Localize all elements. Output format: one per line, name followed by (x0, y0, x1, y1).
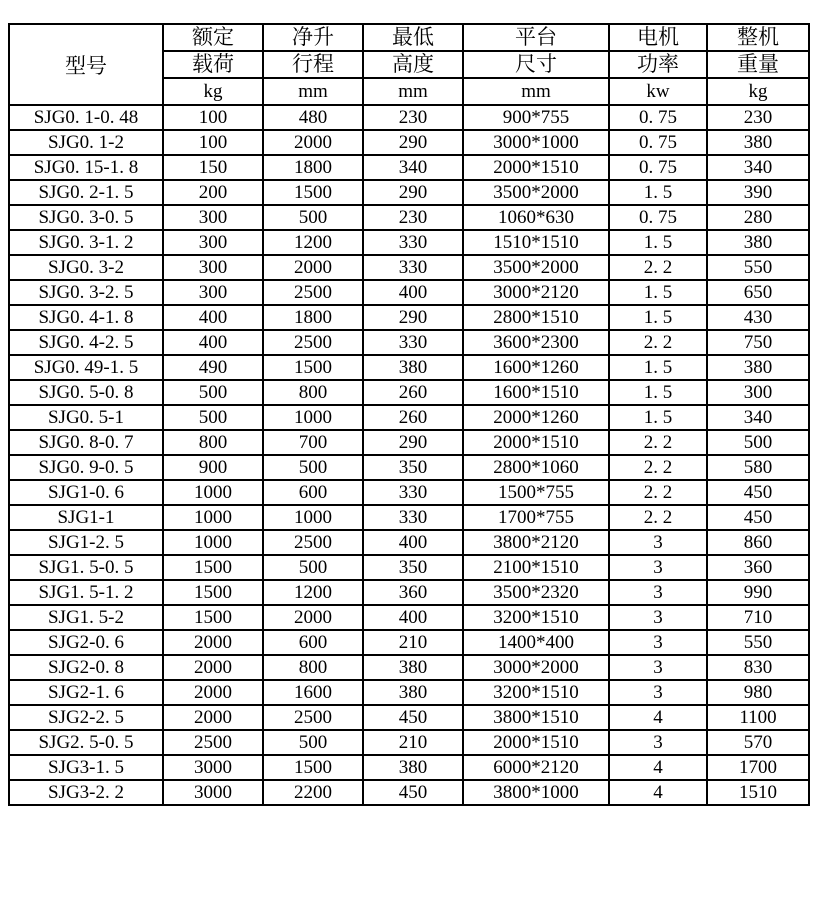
table-row (9, 280, 809, 305)
total-weight-cell: 990 (707, 580, 809, 605)
motor-power-cell: 0. 75 (609, 155, 707, 180)
motor-power-cell: 2. 2 (609, 455, 707, 480)
model-cell: SJG0. 4-2. 5 (9, 330, 163, 355)
col-header-min-height-line2: 高度 (363, 51, 463, 78)
lift-stroke-cell: 2000 (263, 605, 363, 630)
unit-rated-load: kg (163, 78, 263, 105)
rated-load-cell: 100 (163, 130, 263, 155)
model-cell: SJG0. 1-2 (9, 130, 163, 155)
motor-power-cell: 1. 5 (609, 280, 707, 305)
model-cell: SJG0. 3-2 (9, 255, 163, 280)
lift-stroke-cell: 1000 (263, 405, 363, 430)
col-header-rated-load-line1: 额定 (163, 24, 263, 51)
platform-size-cell: 2800*1060 (463, 455, 609, 480)
rated-load-cell: 300 (163, 280, 263, 305)
lift-stroke-cell: 2500 (263, 705, 363, 730)
table-row (9, 255, 809, 280)
min-height-cell: 330 (363, 480, 463, 505)
total-weight-cell: 750 (707, 330, 809, 355)
table-row (9, 755, 809, 780)
rated-load-cell: 300 (163, 230, 263, 255)
min-height-cell: 380 (363, 755, 463, 780)
lift-stroke-cell: 600 (263, 630, 363, 655)
model-cell: SJG0. 5-0. 8 (9, 380, 163, 405)
rated-load-cell: 400 (163, 330, 263, 355)
platform-size-cell: 2000*1510 (463, 730, 609, 755)
table-row (9, 580, 809, 605)
col-header-model: 型号 (9, 24, 163, 105)
table-row (9, 405, 809, 430)
min-height-cell: 330 (363, 330, 463, 355)
motor-power-cell: 3 (609, 730, 707, 755)
table-row (9, 430, 809, 455)
model-cell: SJG2-2. 5 (9, 705, 163, 730)
min-height-cell: 380 (363, 655, 463, 680)
total-weight-cell: 390 (707, 180, 809, 205)
min-height-cell: 260 (363, 405, 463, 430)
rated-load-cell: 500 (163, 405, 263, 430)
motor-power-cell: 3 (609, 530, 707, 555)
min-height-cell: 210 (363, 630, 463, 655)
lift-stroke-cell: 500 (263, 455, 363, 480)
motor-power-cell: 4 (609, 705, 707, 730)
rated-load-cell: 900 (163, 455, 263, 480)
min-height-cell: 340 (363, 155, 463, 180)
model-cell: SJG0. 2-1. 5 (9, 180, 163, 205)
min-height-cell: 330 (363, 255, 463, 280)
min-height-cell: 290 (363, 130, 463, 155)
platform-size-cell: 3800*2120 (463, 530, 609, 555)
model-cell: SJG0. 9-0. 5 (9, 455, 163, 480)
lift-stroke-cell: 2500 (263, 530, 363, 555)
total-weight-cell: 380 (707, 130, 809, 155)
motor-power-cell: 2. 2 (609, 255, 707, 280)
platform-size-cell: 3800*1510 (463, 705, 609, 730)
lift-stroke-cell: 2200 (263, 780, 363, 805)
total-weight-cell: 650 (707, 280, 809, 305)
rated-load-cell: 1000 (163, 480, 263, 505)
total-weight-cell: 1510 (707, 780, 809, 805)
table-row (9, 555, 809, 580)
platform-size-cell: 3500*2320 (463, 580, 609, 605)
rated-load-cell: 400 (163, 305, 263, 330)
rated-load-cell: 2000 (163, 655, 263, 680)
col-header-lift-stroke-line2: 行程 (263, 51, 363, 78)
platform-size-cell: 1600*1510 (463, 380, 609, 405)
motor-power-cell: 2. 2 (609, 505, 707, 530)
motor-power-cell: 2. 2 (609, 480, 707, 505)
spec-table-header (9, 24, 809, 105)
model-cell: SJG0. 3-1. 2 (9, 230, 163, 255)
model-cell: SJG3-1. 5 (9, 755, 163, 780)
min-height-cell: 350 (363, 455, 463, 480)
motor-power-cell: 0. 75 (609, 205, 707, 230)
col-header-rated-load-line2: 载荷 (163, 51, 263, 78)
rated-load-cell: 300 (163, 255, 263, 280)
model-cell: SJG0. 5-1 (9, 405, 163, 430)
lift-stroke-cell: 1500 (263, 755, 363, 780)
lift-stroke-cell: 1800 (263, 155, 363, 180)
min-height-cell: 360 (363, 580, 463, 605)
header-row-1 (9, 24, 809, 51)
lift-stroke-cell: 500 (263, 555, 363, 580)
rated-load-cell: 500 (163, 380, 263, 405)
rated-load-cell: 3000 (163, 755, 263, 780)
motor-power-cell: 3 (609, 580, 707, 605)
lift-stroke-cell: 500 (263, 730, 363, 755)
lift-stroke-cell: 1200 (263, 580, 363, 605)
rated-load-cell: 1000 (163, 530, 263, 555)
total-weight-cell: 430 (707, 305, 809, 330)
min-height-cell: 330 (363, 505, 463, 530)
platform-size-cell: 1700*755 (463, 505, 609, 530)
total-weight-cell: 230 (707, 105, 809, 130)
table-row (9, 455, 809, 480)
table-row (9, 305, 809, 330)
model-cell: SJG0. 3-0. 5 (9, 205, 163, 230)
platform-size-cell: 2000*1260 (463, 405, 609, 430)
model-cell: SJG1. 5-0. 5 (9, 555, 163, 580)
table-row (9, 355, 809, 380)
table-row (9, 705, 809, 730)
total-weight-cell: 340 (707, 155, 809, 180)
platform-size-cell: 3200*1510 (463, 605, 609, 630)
lift-stroke-cell: 2000 (263, 130, 363, 155)
min-height-cell: 290 (363, 180, 463, 205)
total-weight-cell: 570 (707, 730, 809, 755)
platform-size-cell: 3500*2000 (463, 255, 609, 280)
motor-power-cell: 4 (609, 780, 707, 805)
model-cell: SJG1. 5-2 (9, 605, 163, 630)
rated-load-cell: 1500 (163, 580, 263, 605)
table-row (9, 230, 809, 255)
lift-stroke-cell: 2500 (263, 330, 363, 355)
platform-size-cell: 3200*1510 (463, 680, 609, 705)
rated-load-cell: 1500 (163, 555, 263, 580)
lift-stroke-cell: 1600 (263, 680, 363, 705)
motor-power-cell: 1. 5 (609, 355, 707, 380)
platform-size-cell: 2100*1510 (463, 555, 609, 580)
table-row (9, 155, 809, 180)
platform-size-cell: 1400*400 (463, 630, 609, 655)
lift-stroke-cell: 500 (263, 205, 363, 230)
motor-power-cell: 2. 2 (609, 330, 707, 355)
col-header-platform-size-line2: 尺寸 (463, 51, 609, 78)
total-weight-cell: 550 (707, 255, 809, 280)
lift-stroke-cell: 480 (263, 105, 363, 130)
model-cell: SJG3-2. 2 (9, 780, 163, 805)
rated-load-cell: 2000 (163, 705, 263, 730)
motor-power-cell: 3 (609, 605, 707, 630)
lift-stroke-cell: 600 (263, 480, 363, 505)
motor-power-cell: 1. 5 (609, 305, 707, 330)
table-row (9, 105, 809, 130)
motor-power-cell: 2. 2 (609, 430, 707, 455)
motor-power-cell: 0. 75 (609, 130, 707, 155)
motor-power-cell: 4 (609, 755, 707, 780)
total-weight-cell: 1100 (707, 705, 809, 730)
lift-stroke-cell: 2000 (263, 255, 363, 280)
rated-load-cell: 200 (163, 180, 263, 205)
table-row (9, 205, 809, 230)
model-cell: SJG1-1 (9, 505, 163, 530)
motor-power-cell: 1. 5 (609, 230, 707, 255)
platform-size-cell: 1600*1260 (463, 355, 609, 380)
platform-size-cell: 3000*1000 (463, 130, 609, 155)
table-row (9, 530, 809, 555)
table-row (9, 780, 809, 805)
platform-size-cell: 3600*2300 (463, 330, 609, 355)
rated-load-cell: 2000 (163, 680, 263, 705)
col-header-motor-power-line1: 电机 (609, 24, 707, 51)
motor-power-cell: 3 (609, 630, 707, 655)
table-row (9, 330, 809, 355)
table-row (9, 630, 809, 655)
model-cell: SJG1. 5-1. 2 (9, 580, 163, 605)
unit-min-height: mm (363, 78, 463, 105)
min-height-cell: 260 (363, 380, 463, 405)
platform-size-cell: 6000*2120 (463, 755, 609, 780)
total-weight-cell: 860 (707, 530, 809, 555)
min-height-cell: 350 (363, 555, 463, 580)
motor-power-cell: 0. 75 (609, 105, 707, 130)
min-height-cell: 230 (363, 105, 463, 130)
rated-load-cell: 100 (163, 105, 263, 130)
platform-size-cell: 1060*630 (463, 205, 609, 230)
model-cell: SJG0. 4-1. 8 (9, 305, 163, 330)
model-cell: SJG0. 15-1. 8 (9, 155, 163, 180)
total-weight-cell: 710 (707, 605, 809, 630)
table-row (9, 680, 809, 705)
lift-stroke-cell: 1500 (263, 355, 363, 380)
table-row (9, 180, 809, 205)
total-weight-cell: 380 (707, 230, 809, 255)
lift-stroke-cell: 1500 (263, 180, 363, 205)
col-header-min-height-line1: 最低 (363, 24, 463, 51)
total-weight-cell: 580 (707, 455, 809, 480)
min-height-cell: 210 (363, 730, 463, 755)
lift-stroke-cell: 2500 (263, 280, 363, 305)
platform-size-cell: 3000*2000 (463, 655, 609, 680)
total-weight-cell: 980 (707, 680, 809, 705)
min-height-cell: 400 (363, 530, 463, 555)
min-height-cell: 330 (363, 230, 463, 255)
platform-size-cell: 3000*2120 (463, 280, 609, 305)
total-weight-cell: 830 (707, 655, 809, 680)
table-row (9, 605, 809, 630)
min-height-cell: 450 (363, 780, 463, 805)
model-cell: SJG0. 1-0. 48 (9, 105, 163, 130)
platform-size-cell: 1510*1510 (463, 230, 609, 255)
total-weight-cell: 450 (707, 480, 809, 505)
table-row (9, 655, 809, 680)
motor-power-cell: 1. 5 (609, 405, 707, 430)
col-header-lift-stroke-line1: 净升 (263, 24, 363, 51)
platform-size-cell: 3800*1000 (463, 780, 609, 805)
table-row (9, 480, 809, 505)
rated-load-cell: 3000 (163, 780, 263, 805)
motor-power-cell: 1. 5 (609, 380, 707, 405)
table-row (9, 730, 809, 755)
total-weight-cell: 380 (707, 355, 809, 380)
table-row (9, 505, 809, 530)
col-header-total-weight-line1: 整机 (707, 24, 809, 51)
rated-load-cell: 1000 (163, 505, 263, 530)
motor-power-cell: 3 (609, 655, 707, 680)
motor-power-cell: 3 (609, 555, 707, 580)
model-cell: SJG2-0. 8 (9, 655, 163, 680)
table-row (9, 130, 809, 155)
model-cell: SJG0. 49-1. 5 (9, 355, 163, 380)
lift-stroke-cell: 800 (263, 380, 363, 405)
lift-stroke-cell: 1800 (263, 305, 363, 330)
lift-stroke-cell: 1000 (263, 505, 363, 530)
rated-load-cell: 300 (163, 205, 263, 230)
model-cell: SJG1-2. 5 (9, 530, 163, 555)
min-height-cell: 290 (363, 430, 463, 455)
total-weight-cell: 360 (707, 555, 809, 580)
lift-stroke-cell: 700 (263, 430, 363, 455)
min-height-cell: 400 (363, 605, 463, 630)
platform-size-cell: 900*755 (463, 105, 609, 130)
model-cell: SJG2-0. 6 (9, 630, 163, 655)
lift-stroke-cell: 1200 (263, 230, 363, 255)
total-weight-cell: 1700 (707, 755, 809, 780)
model-cell: SJG1-0. 6 (9, 480, 163, 505)
unit-total-weight: kg (707, 78, 809, 105)
total-weight-cell: 550 (707, 630, 809, 655)
min-height-cell: 380 (363, 355, 463, 380)
platform-size-cell: 2800*1510 (463, 305, 609, 330)
model-cell: SJG2-1. 6 (9, 680, 163, 705)
min-height-cell: 400 (363, 280, 463, 305)
spec-table (8, 23, 810, 806)
model-cell: SJG0. 3-2. 5 (9, 280, 163, 305)
col-header-total-weight-line2: 重量 (707, 51, 809, 78)
unit-platform-size: mm (463, 78, 609, 105)
rated-load-cell: 1500 (163, 605, 263, 630)
total-weight-cell: 280 (707, 205, 809, 230)
total-weight-cell: 300 (707, 380, 809, 405)
model-cell: SJG0. 8-0. 7 (9, 430, 163, 455)
lift-stroke-cell: 800 (263, 655, 363, 680)
min-height-cell: 290 (363, 305, 463, 330)
model-cell: SJG2. 5-0. 5 (9, 730, 163, 755)
platform-size-cell: 2000*1510 (463, 155, 609, 180)
motor-power-cell: 3 (609, 680, 707, 705)
min-height-cell: 230 (363, 205, 463, 230)
table-row (9, 380, 809, 405)
platform-size-cell: 1500*755 (463, 480, 609, 505)
min-height-cell: 450 (363, 705, 463, 730)
platform-size-cell: 3500*2000 (463, 180, 609, 205)
platform-size-cell: 2000*1510 (463, 430, 609, 455)
min-height-cell: 380 (363, 680, 463, 705)
total-weight-cell: 450 (707, 505, 809, 530)
rated-load-cell: 800 (163, 430, 263, 455)
total-weight-cell: 500 (707, 430, 809, 455)
motor-power-cell: 1. 5 (609, 180, 707, 205)
rated-load-cell: 490 (163, 355, 263, 380)
rated-load-cell: 2500 (163, 730, 263, 755)
spec-table-body (9, 105, 809, 805)
unit-motor-power: kw (609, 78, 707, 105)
rated-load-cell: 150 (163, 155, 263, 180)
unit-lift-stroke: mm (263, 78, 363, 105)
rated-load-cell: 2000 (163, 630, 263, 655)
total-weight-cell: 340 (707, 405, 809, 430)
col-header-platform-size-line1: 平台 (463, 24, 609, 51)
col-header-motor-power-line2: 功率 (609, 51, 707, 78)
